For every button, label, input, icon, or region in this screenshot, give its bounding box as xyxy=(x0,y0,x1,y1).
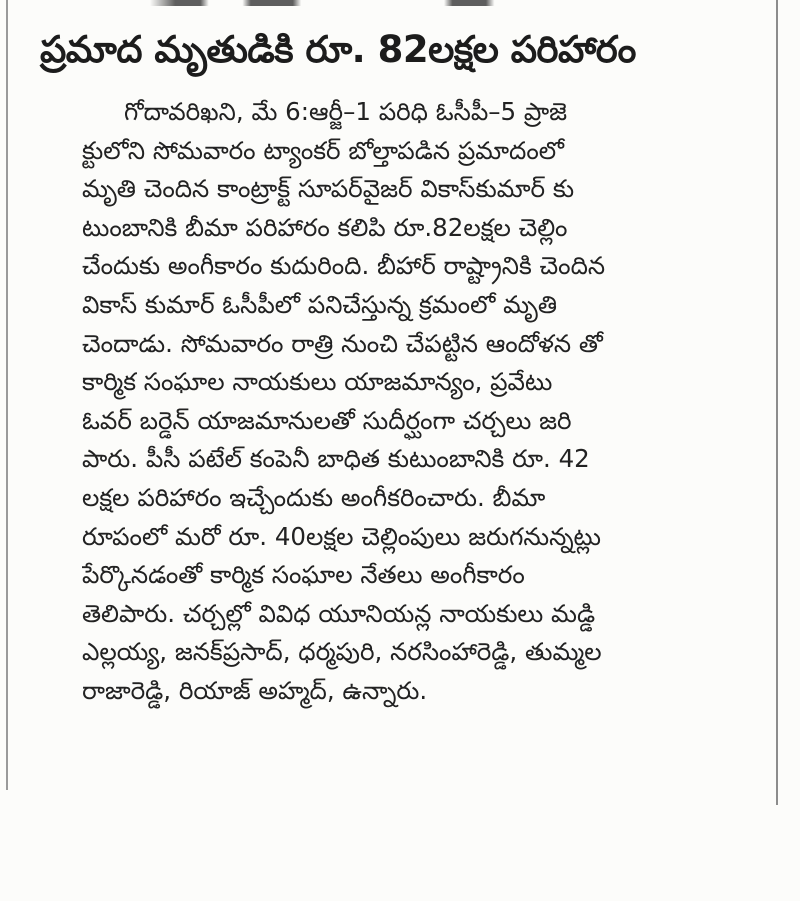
article-line: రాజారెడ్డి, రియాజ్ అహ్మద్, ఉన్నారు. xyxy=(82,675,428,705)
article-line: ఎల్లయ్య, జనక్‌ప్రసాద్, ధర్మపురి, నరసింహారెడ్డి, తుమ్మల xyxy=(82,637,602,667)
left-column-rule xyxy=(6,0,8,790)
article-line: కార్మిక సంఘాల నాయకులు యాజమాన్యం, ప్రవేటు xyxy=(82,367,553,397)
article-line: చెందాడు. సోమవారం రాత్రి నుంచి చేపట్టిన ఆందోళన తో xyxy=(82,328,603,358)
article-line: వికాస్ కుమార్ ఓసీపీలో పనిచేస్తున్న క్రమంలో మృతి xyxy=(82,289,558,319)
article-line: చేందుకు అంగీకారం కుదురింది. బీహార్ రాష్ట్రానికి చెందిన xyxy=(82,251,606,281)
article-body xyxy=(82,93,714,711)
article-headline: ప్రమాద మృతుడికి రూ. 82లక్షల పరిహారం xyxy=(40,28,636,71)
article-line: క్టులోని సోమవారం ట్యాంకర్ బోల్తాపడిన ప్రమాదంలో xyxy=(82,135,564,165)
right-column-rule xyxy=(776,0,778,805)
article-line: పేర్కొనడంతో కార్మిక సంఘాల నేతలు అంగీకారం xyxy=(82,560,525,590)
article-line: గోదావరిఖని, మే 6:ఆర్జీ–1 పరిధి ఓసీపీ–5 ప్రాజె xyxy=(124,97,568,126)
article-line: లక్షల పరిహారం ఇచ్చేందుకు అంగీకరించారు. బీమా xyxy=(82,482,546,512)
article-line: ఓవర్ బర్డెన్ యాజమానులతో సుదీర్ఘంగా చర్చలు జరి xyxy=(82,405,572,435)
cut-off-previous-text xyxy=(150,0,570,6)
article-line: రూపంలో మరో రూ. 40లక్షల చెల్లింపులు జరుగనున్నట్లు xyxy=(82,521,601,551)
article-line: మృతి చెందిన కాంట్రాక్ట్ సూపర్‌వైజర్ వికాస్‌కుమార్ కు xyxy=(82,174,575,204)
article-line: తెలిపారు. చర్చల్లో వివిధ యూనియన్ల నాయకులు మడ్డి xyxy=(82,598,596,628)
article-line: టుంబానికి బీమా పరిహారం కలిపి రూ.82లక్షల చెల్లిం xyxy=(82,212,568,242)
article-line: పారు. పీసీ పటేల్ కంపెనీ బాధిత కుటుంబానికి రూ. 42 xyxy=(82,444,590,474)
